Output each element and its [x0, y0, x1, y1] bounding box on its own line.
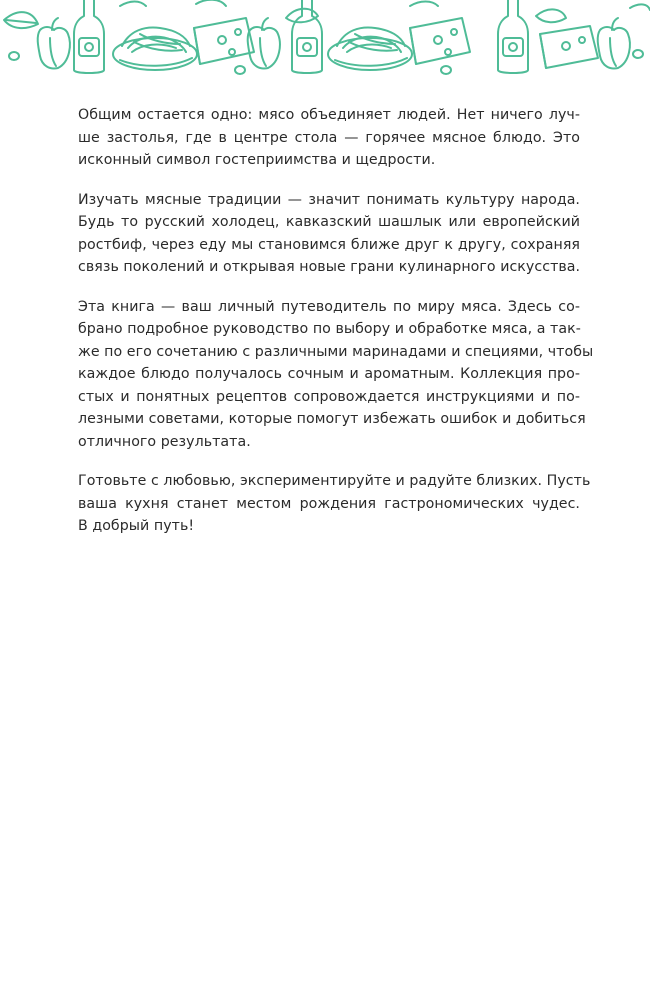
text-line: Будь то русский холодец, кавказский шашлык или европейский [78, 214, 580, 230]
text-line: В добрый путь! [78, 518, 195, 534]
text-line: же по его сочетанию с различными маринадами и специями, чтобы [78, 343, 594, 360]
pepper-icon [598, 18, 630, 69]
text-line: ше застолья, где в центре стола — горячее мясное блюдо. Это [78, 129, 580, 146]
text-line: Общим остается одно: мясо объединяет людей. Нет ничего луч- [78, 107, 580, 123]
text-line: Эта книга — ваш личный путеводитель по миру мяса. Здесь со- [78, 298, 580, 315]
pasta-plate-icon [113, 28, 197, 70]
text-line: ваша кухня станет местом рождения гастрономических чудес. [78, 495, 580, 512]
pasta-plate-icon [328, 28, 412, 70]
pepper-icon [38, 18, 70, 69]
text-line: ростбиф, через еду мы становимся ближе друг к другу, сохраняя [78, 236, 580, 253]
text-line: стых и понятных рецептов сопровождается инструкциями и по- [78, 388, 580, 405]
olive-icon [235, 66, 245, 74]
leaf-icon [536, 9, 566, 22]
paragraph [78, 296, 594, 454]
bottle-icon [74, 0, 104, 73]
cheese-icon [540, 26, 598, 68]
text-line: связь поколений и открывая новые грани кулинарного искусства. [78, 259, 581, 275]
text-line: Готовьте с любовью, экспериментируйте и радуйте близких. Пусть [78, 473, 591, 489]
text-line: Изучать мясные традиции — значит понимать культуру народа. [78, 191, 580, 208]
paragraph [78, 104, 580, 172]
cheese-icon [194, 18, 254, 64]
decorative-header-border [0, 0, 650, 78]
olive-icon [441, 66, 451, 74]
text-line: отличного результата. [78, 433, 251, 450]
text-line: каждое блюдо получалось сочным и ароматным. Коллекция про- [78, 366, 580, 382]
bottle-icon [498, 0, 528, 73]
paragraph [78, 189, 580, 279]
text-line: исконный символ гостеприимства и щедрости. [78, 152, 436, 168]
text-line: брано подробное руководство по выбору и обработке мяса, а так- [78, 321, 581, 337]
paragraph [78, 470, 591, 538]
text-line: лезными советами, которые помогут избежать ошибок и добиться [78, 411, 586, 427]
olive-icon [633, 50, 643, 58]
olive-icon [9, 52, 19, 60]
body-text [78, 104, 594, 555]
food-doodle-illustration [0, 0, 650, 78]
cheese-icon [410, 18, 470, 64]
